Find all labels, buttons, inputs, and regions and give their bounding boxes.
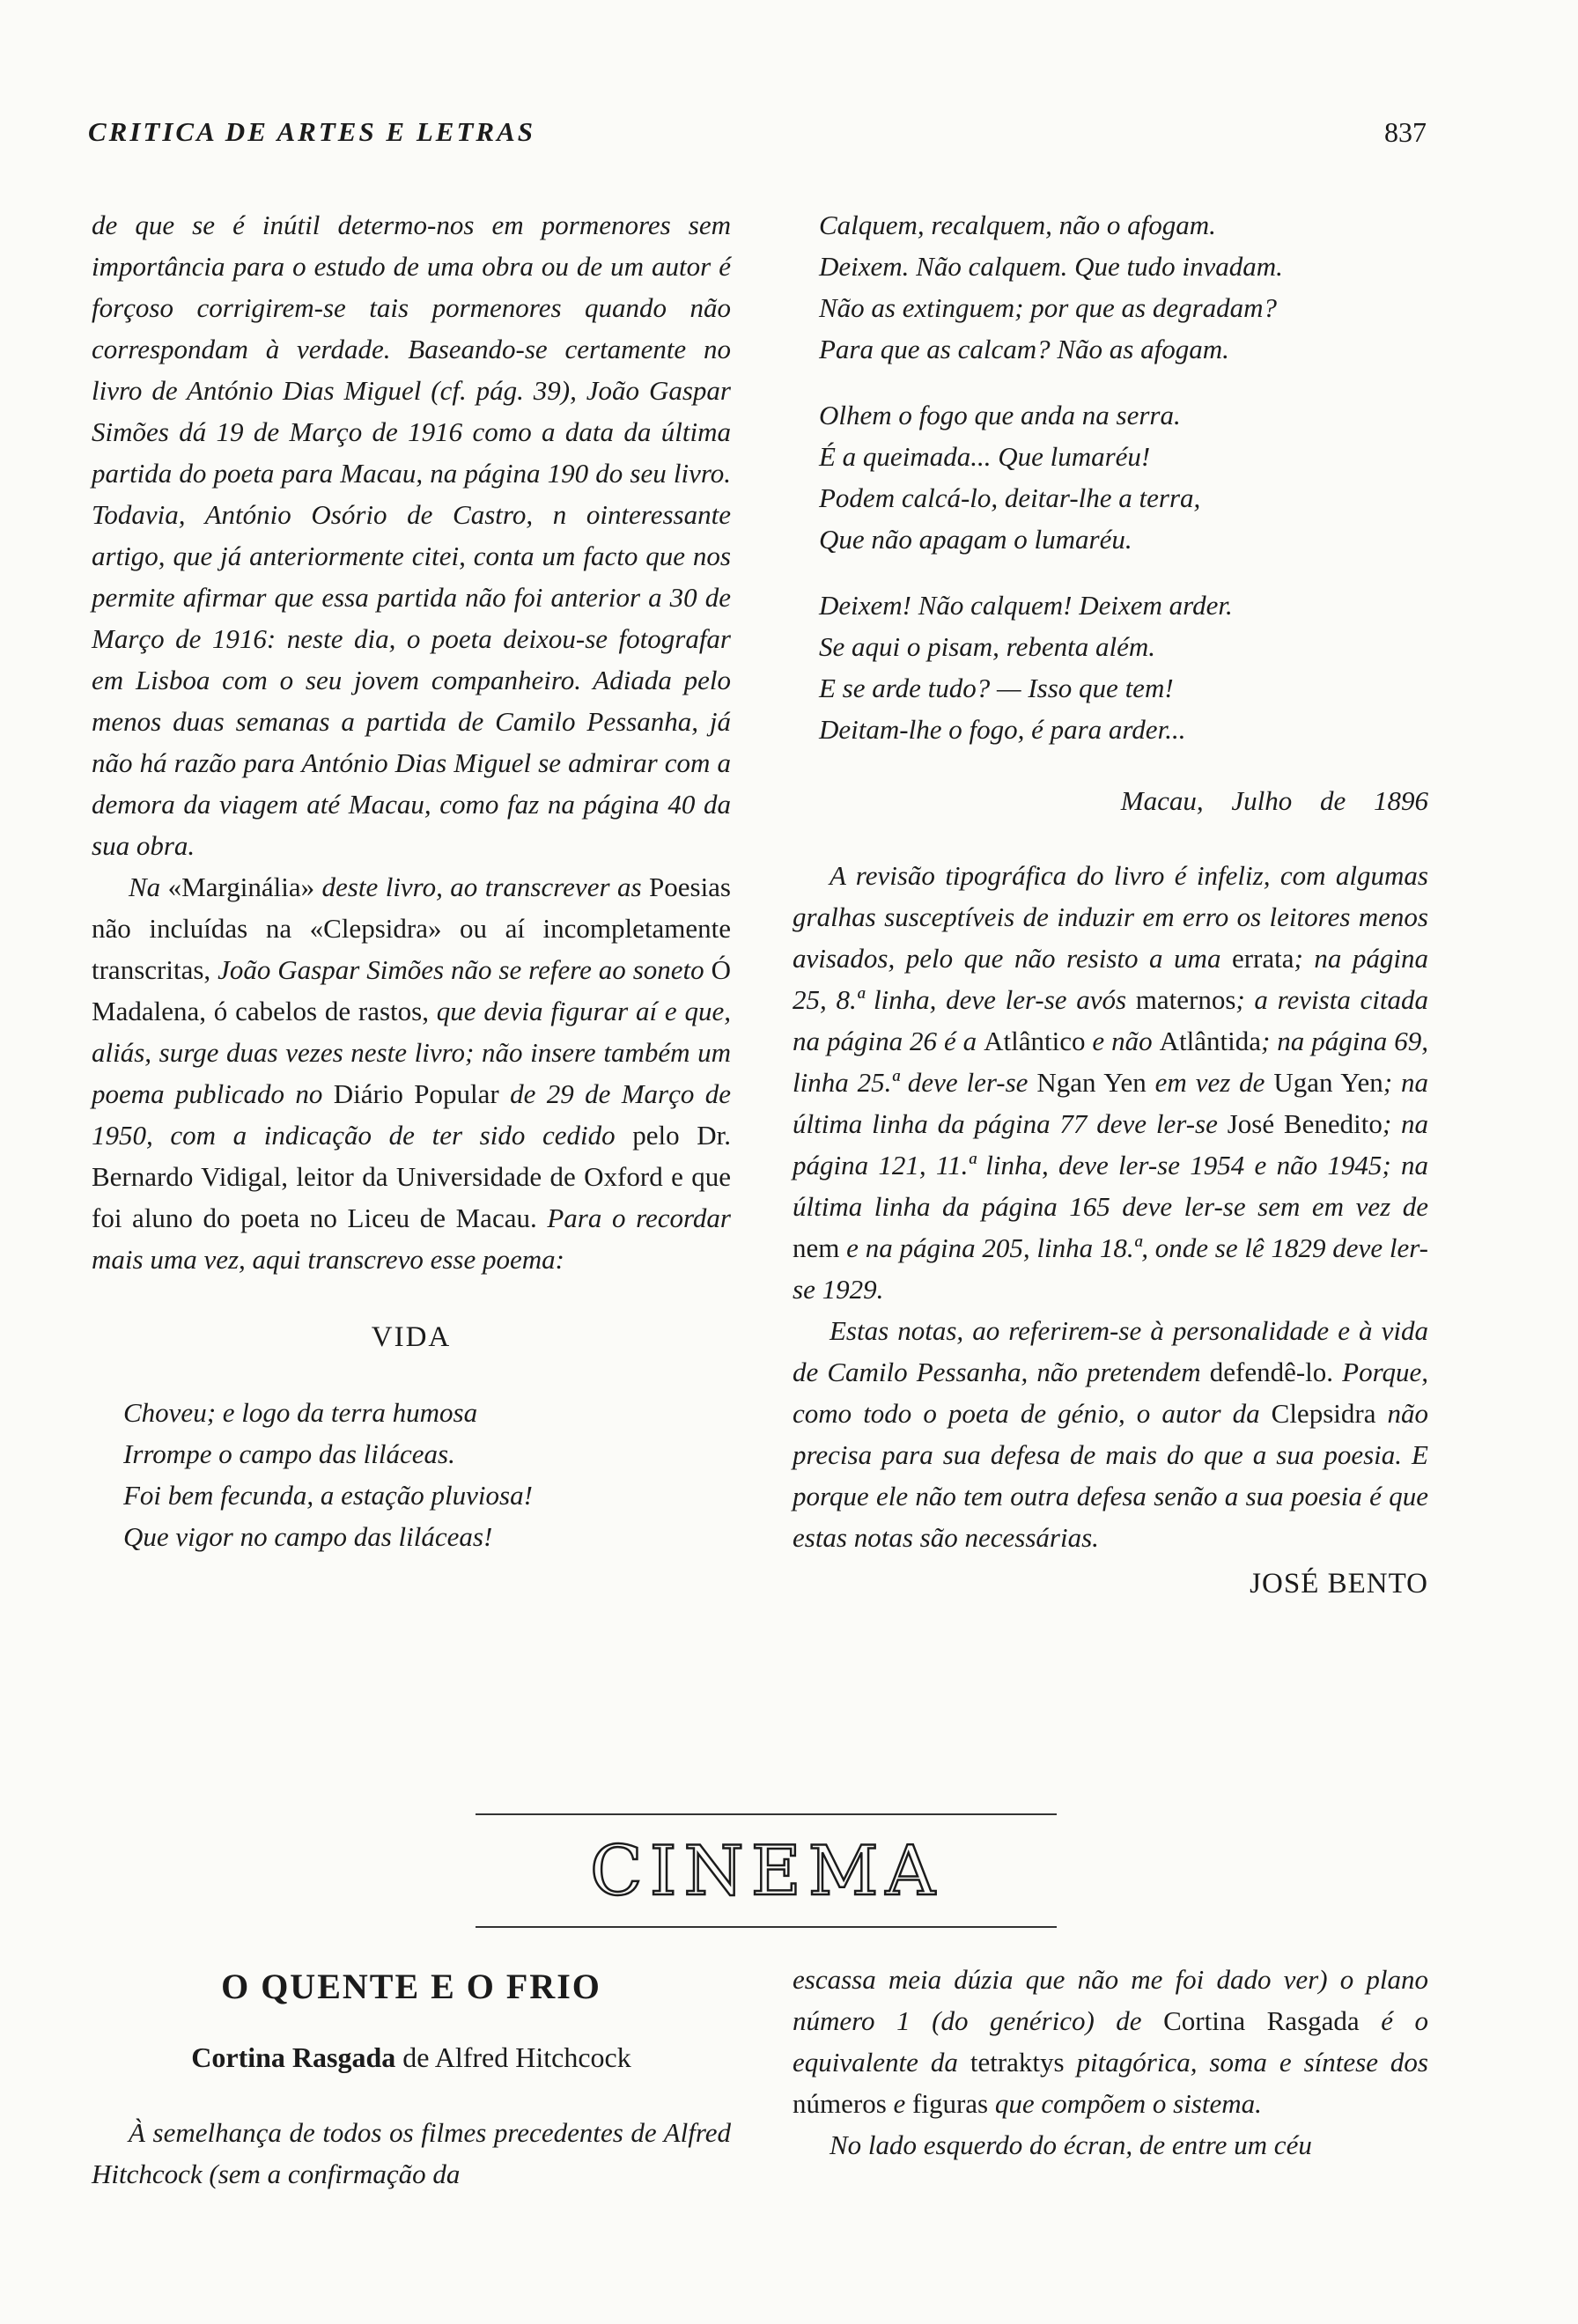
text-run: ; a revista citada na página 26 é a (793, 984, 1428, 1056)
text-run: Porque, como todo o poeta de génio, o autor da (793, 1357, 1428, 1429)
poem-title: VIDA (371, 1321, 452, 1353)
text-run: que devia figurar aí e que, aliás, surge duas vezes neste livro; não insere também um poema publicado no (92, 996, 731, 1109)
section-title: CINEMA (590, 1832, 942, 1911)
text-run: Poesias não incluídas na «Clepsidra» ou aí incompletamente transcritas, (92, 872, 731, 985)
text-run: Ugan Yen (1273, 1067, 1383, 1098)
verse-line: Deixem. Não calquem. Que tudo invadam. (819, 251, 1283, 282)
verse-line: Se aqui o pisam, rebenta além. (819, 631, 1155, 662)
text-run: João Gaspar Simões não se refere ao soneto (210, 954, 712, 985)
text-run: deste livro, ao transcrever as (314, 872, 649, 902)
text-run: defendê-lo. (1209, 1357, 1334, 1387)
text-run: nem (793, 1232, 840, 1263)
paragraph: No lado esquerdo do écran, de entre um céu (830, 2129, 1312, 2160)
paragraph (92, 866, 731, 1280)
text-run: Estas notas, ao referirem-se à personalidade e à vida de Camilo Pessanha, não pretendem (793, 1315, 1428, 1387)
text-run: ; na página 25, 8.ª linha, deve ler-se avós (793, 943, 1429, 1015)
article-title: O QUENTE E O FRIO (221, 1967, 601, 2006)
text-run: Ó Madalena, ó cabelos de rastos, (92, 954, 731, 1026)
text-run: e (886, 2088, 913, 2119)
film-title: Cortina Rasgada (191, 2041, 396, 2073)
text-run: números (793, 2088, 887, 2119)
journal-title: CRITICA DE ARTES E LETRAS (88, 116, 536, 147)
poem-dateline: Macau, Julho de 1896 (1120, 785, 1428, 816)
text-run: é o equivalente da (793, 2005, 1428, 2078)
article-right-column (793, 1959, 1428, 2166)
verse-line: Choveu; e logo da terra humosa (123, 1397, 478, 1428)
film-director: de Alfred Hitchcock (395, 2041, 631, 2073)
verse-line: Deixem! Não calquem! Deixem arder. (819, 590, 1233, 621)
paragraph (793, 1310, 1428, 1558)
poem-stanza (819, 204, 1428, 370)
poem-stanza (819, 394, 1428, 560)
author-signature: JOSÉ BENTO (1250, 1568, 1428, 1600)
text-run: escassa meia dúzia que não me foi dado ver) o plano número 1 (do genérico) de (793, 1964, 1428, 2036)
section-heading (476, 1813, 1057, 1928)
text-run: Para o recordar mais uma vez, aqui transcrevo esse poema: (92, 1202, 731, 1275)
text-run: Cortina Rasgada (1163, 2005, 1360, 2036)
verse-line: Não as extinguem; por que as degradam? (819, 292, 1278, 323)
text-run: e não (1085, 1026, 1160, 1056)
text-run: em vez de (1146, 1067, 1274, 1098)
text-run: tetraktys (970, 2047, 1065, 2078)
text-run: e na página 205, linha 18.ª, onde se lê 1829 deve ler-se 1929. (793, 1232, 1428, 1305)
text-run: Clepsidra (1271, 1398, 1376, 1429)
text-run: pelo Dr. Bernardo Vidigal, leitor da Universidade de Oxford e que foi aluno do poeta no Liceu de Macau. (92, 1120, 731, 1233)
poem-stanza (92, 1392, 731, 1557)
verse-line: É a queimada... Que lumaréu! (819, 441, 1151, 472)
text-run: Atlântico (984, 1026, 1086, 1056)
text-run: José Benedito (1227, 1108, 1383, 1139)
divider (476, 1926, 1057, 1928)
text-run: errata (1231, 943, 1294, 974)
poem-stanza (819, 585, 1428, 750)
divider (476, 1813, 1057, 1815)
verse-line: Irrompe o campo das liláceas. (123, 1438, 455, 1469)
text-run: A revisão tipográfica do livro é infeliz, com algumas gralhas susceptíveis de induzir em erro os leitores menos avisados, pelo que não resisto a uma (793, 860, 1428, 974)
verse-line: Deitam-lhe o fogo, é para arder... (819, 714, 1186, 745)
verse-line: Que vigor no campo das liláceas! (123, 1521, 493, 1552)
text-run: Ngan Yen (1036, 1067, 1147, 1098)
right-column (793, 204, 1428, 1605)
verse-line: Para que as calcam? Não as afogam. (819, 334, 1229, 364)
paragraph: de que se é inútil determo-nos em pormenores sem importância para o estudo de uma obra ou de um autor é forçoso corrigirem-se tais pormenores quando não correspondam à verdade. Baseando-se certamente no livro de António Dias Miguel (cf. pág. 39), João Gaspar Simões dá 19 de Março de 1916 como a data da última partida do poeta para Macau, na página 190 do seu livro. Todavia, António Osório de Castro, n ointeressante artigo, que já anteriormente citei, conta um facto que nos permite afirmar que essa partida não foi anterior a 30 de Março de 1916: neste dia, o poeta deixou-se fotografar em Lisboa com o seu jovem companheiro. Adiada pelo menos duas semanas a partida de Camilo Pessanha, já não há razão para António Dias Miguel se admirar com a demora da viagem até Macau, como faz na página 40 da sua obra. (92, 210, 731, 861)
text-run: ; na última linha da página 77 deve ler-se (793, 1067, 1428, 1139)
text-run: que compõem o sistema. (988, 2088, 1262, 2119)
text-run: pitagórica, soma e síntese dos (1064, 2047, 1428, 2078)
verse-line: Calquem, recalquem, não o afogam. (819, 210, 1216, 240)
text-run: Na (129, 872, 168, 902)
text-run: «Marginália» (167, 872, 315, 902)
page-number: 837 (1384, 116, 1427, 148)
paragraph (793, 1959, 1428, 2124)
article-left-column (92, 1959, 731, 2195)
verse-line: Que não apagam o lumaréu. (819, 524, 1132, 555)
text-run: maternos (1135, 984, 1236, 1015)
text-run: não precisa para sua defesa de mais do que a sua poesia. E porque ele não tem outra defesa senão a sua poesia é que estas notas são necessárias. (793, 1398, 1429, 1553)
text-run: Diário Popular (333, 1078, 499, 1109)
text-run: de 29 de Março de 1950, com a indicação de ter sido cedido (92, 1078, 731, 1151)
verse-line: Foi bem fecunda, a estação pluviosa! (123, 1480, 533, 1511)
verse-line: E se arde tudo? — Isso que tem! (819, 673, 1174, 703)
verse-line: Olhem o fogo que anda na serra. (819, 400, 1181, 430)
left-column (92, 204, 731, 1557)
poem-continuation (793, 204, 1428, 750)
verse-line: Podem calcá-lo, deitar-lhe a terra, (819, 482, 1201, 513)
running-header (88, 116, 1427, 160)
text-run: ; na página 69, linha 25.ª deve ler-se (793, 1026, 1429, 1098)
paragraph (793, 855, 1428, 1310)
text-run: Atlântida (1159, 1026, 1261, 1056)
paragraph: À semelhança de todos os filmes precedentes de Alfred Hitchcock (sem a confirmação da (92, 2117, 731, 2189)
film-credit (92, 2037, 731, 2078)
text-run: ; na página 121, 11.ª linha, deve ler-se 1954 e não 1945; na última linha da página 165 deve ler-se sem em vez de (793, 1108, 1429, 1222)
text-run: figuras (912, 2088, 989, 2119)
